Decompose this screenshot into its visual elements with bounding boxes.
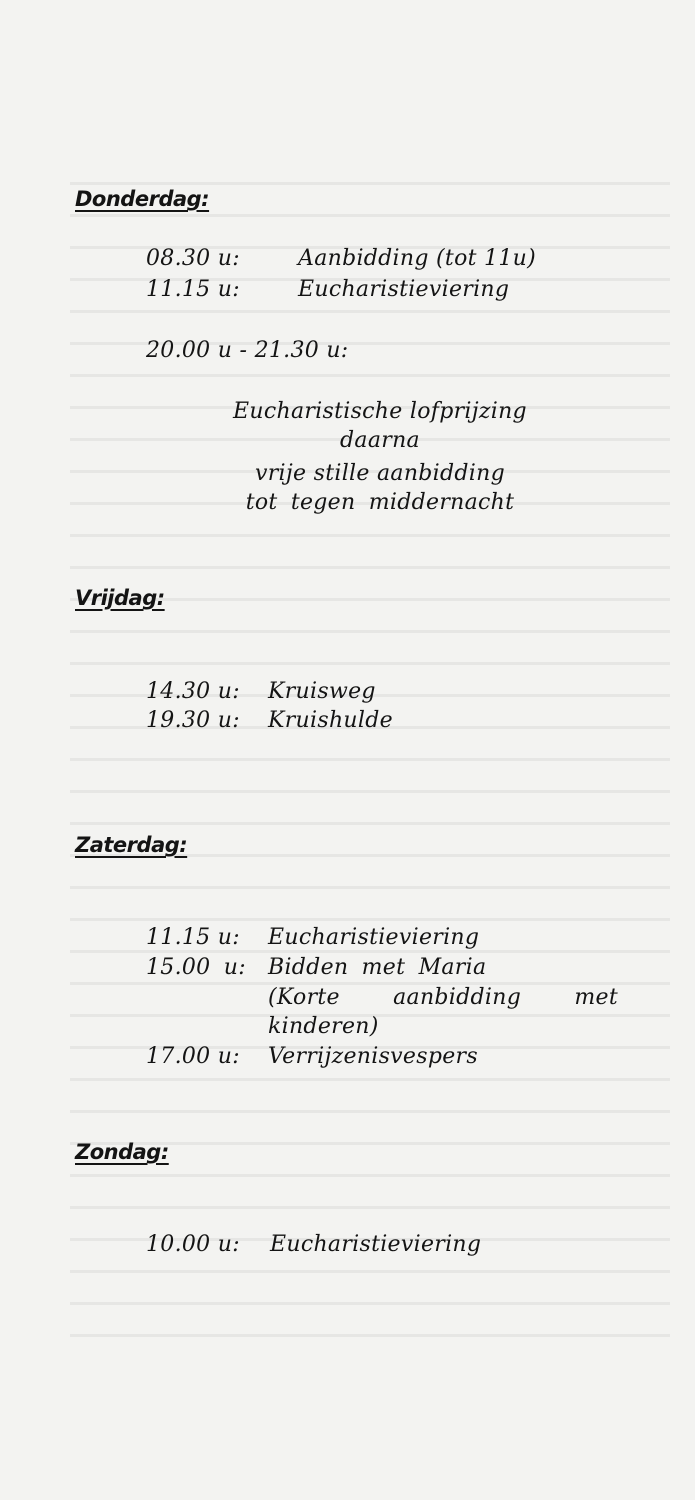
schedule-time: 10.00 u: <box>146 1232 240 1257</box>
schedule-row <box>146 277 509 302</box>
schedule-activity: Verrijzenisvespers <box>268 1044 478 1069</box>
schedule-activity: Eucharistieviering <box>268 925 480 950</box>
schedule-activity: Aanbidding (tot 11u) <box>298 246 536 271</box>
schedule-row <box>146 338 349 363</box>
evening-line: tot tegen middernacht <box>245 490 515 515</box>
schedule-activity: Kruishulde <box>268 708 393 733</box>
schedule-row <box>146 1232 481 1257</box>
schedule-activity: Eucharistieviering <box>270 1232 482 1257</box>
schedule-time: 11.15 u: <box>146 277 240 302</box>
schedule-row <box>146 679 376 704</box>
schedule-activity: Kruisweg <box>268 679 376 704</box>
schedule-note-continued: kinderen) <box>268 1014 379 1039</box>
schedule-row <box>146 246 536 271</box>
schedule-time: 19.30 u: <box>146 708 240 733</box>
schedule-row <box>146 708 393 733</box>
evening-line: Eucharistische lofprijzing <box>233 399 527 424</box>
note-word: (Korte <box>268 985 340 1010</box>
heading-thursday: Donderdag: <box>75 187 210 211</box>
schedule-note <box>268 985 618 1010</box>
heading-friday: Vrijdag: <box>75 586 165 610</box>
schedule-time: 15.00 u: <box>146 955 246 980</box>
schedule-time: 17.00 u: <box>146 1044 240 1069</box>
note-word: aanbidding <box>393 985 522 1010</box>
heading-sunday: Zondag: <box>75 1140 169 1164</box>
schedule-time: 08.30 u: <box>146 246 240 271</box>
schedule-row <box>146 1044 478 1069</box>
schedule-time: 11.15 u: <box>146 925 240 950</box>
evening-line: daarna <box>340 428 420 453</box>
schedule-row <box>146 925 479 950</box>
schedule-activity: Eucharistieviering <box>298 277 510 302</box>
schedule-time: 14.30 u: <box>146 679 240 704</box>
schedule-row <box>146 955 486 980</box>
heading-saturday: Zaterdag: <box>75 833 188 857</box>
evening-line: vrije stille aanbidding <box>255 461 505 486</box>
note-word: met <box>574 985 618 1010</box>
schedule-time-range: 20.00 u - 21.30 u: <box>146 338 349 363</box>
schedule-activity: Bidden met Maria <box>268 955 487 980</box>
